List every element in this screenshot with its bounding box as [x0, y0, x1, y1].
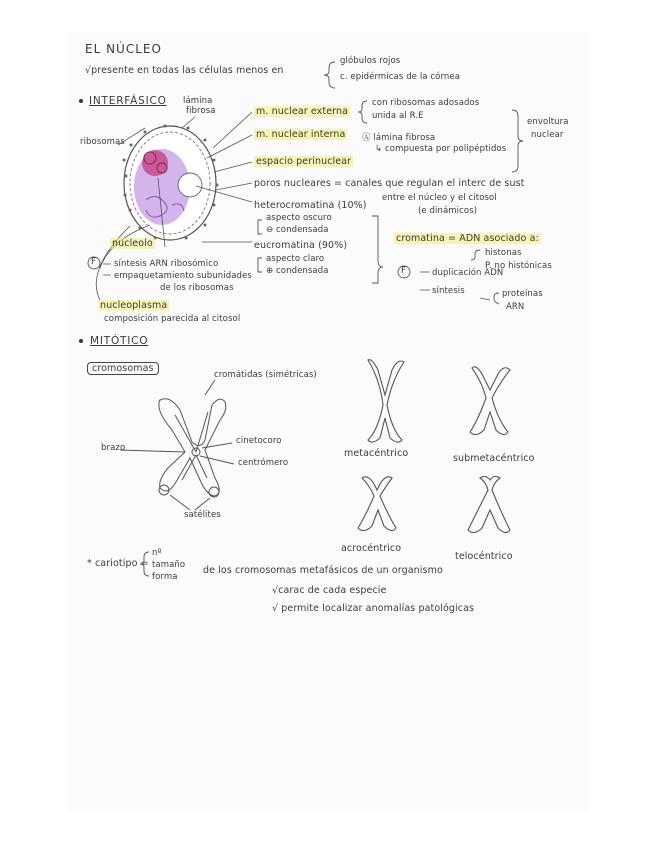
exception-2: c. epidérmicas de la córnea: [340, 72, 461, 82]
poros-line-1: poros nucleares = canales que regulan el interc de sust: [254, 178, 525, 189]
nuc-detail-1: síntesis ARN ribosómico: [114, 259, 219, 269]
perinuclear-label: espacio perinuclear: [256, 156, 352, 167]
cinetocoro-label: cinetocoro: [236, 436, 282, 446]
f-label-cromatina: F: [401, 266, 406, 276]
proteinas-label: proteínas: [502, 289, 543, 299]
intro-brace: [324, 62, 335, 88]
type-acrocentrico: acrocéntrico: [341, 543, 402, 554]
lamina-label-1: lámina: [183, 96, 213, 106]
nucleoplasma-label: nucleoplasma: [100, 300, 168, 311]
externa-label: m. nuclear externa: [256, 106, 349, 117]
externa-detail-2: unida al R.E: [372, 111, 424, 121]
hetero-2: ⊖ condensada: [266, 225, 329, 235]
type-metacentrico: metacéntrico: [344, 448, 409, 459]
lamina-label-2: fibrosa: [186, 106, 216, 116]
hetero-1: aspecto oscuro: [266, 213, 332, 223]
envoltura-brace: [512, 110, 523, 172]
arn-label: ARN: [506, 302, 525, 312]
envoltura-2: nuclear: [531, 130, 564, 140]
brazo-label: brazo: [101, 443, 126, 453]
poros-line-2: entre el núcleo y el citosol: [382, 193, 497, 203]
labeled-chromosome: [120, 380, 234, 510]
cromosomas-box: cromosomas: [87, 363, 159, 374]
externa-detail-1: con ribosomas adosados: [372, 98, 480, 108]
nucleoplasma-desc: composición parecida al citosol: [104, 314, 241, 324]
nuc-detail-2: empaquetamiento subunidades: [114, 271, 252, 281]
type-telocentrico: telocéntrico: [455, 551, 513, 562]
interna-label: m. nuclear interna: [256, 129, 346, 140]
ribosomas-label: ribosomas: [80, 137, 125, 147]
interna-detail-2: ↳ compuesta por polipéptidos: [375, 144, 507, 154]
intro-line: √presente en todas las células menos en: [85, 65, 284, 76]
cariotipo-tail: de los cromosomas metafásicos de un organismo: [203, 565, 443, 576]
no-histonicas-label: P. no histónicas: [485, 261, 552, 271]
satelites-label: satélites: [184, 510, 221, 520]
exception-1: glóbulos rojos: [340, 56, 401, 66]
mitotico-heading: MITÓTICO: [90, 335, 149, 347]
eucro-label: eucromatina (90%): [254, 240, 348, 251]
nucleolo-label: nucleolo: [112, 238, 153, 249]
clear-region: [178, 173, 202, 197]
eucro-2: ⊕ condensada: [266, 266, 329, 276]
cariotipo-check-1: √carac de cada especie: [272, 585, 387, 596]
cariotipo-label: * cariotipo =: [87, 558, 149, 569]
f-dup-label: duplicación ADN: [432, 268, 504, 278]
poros-line-3: (e dinámicos): [418, 206, 478, 216]
envoltura-1: envoltura: [527, 117, 569, 127]
histonas-label: histonas: [485, 248, 522, 258]
cromatidas-label: cromátidas (simétricas): [214, 370, 317, 380]
nuc-detail-3: de los ribosomas: [160, 283, 234, 293]
centromero-label: centrómero: [238, 458, 289, 468]
hetero-label: heterocromatina (10%): [254, 200, 367, 211]
type-submetacentrico: submetacéntrico: [453, 453, 535, 464]
cariotipo-check-2: √ permite localizar anomalías patológicas: [272, 603, 475, 614]
cromatina-brace: [372, 216, 383, 283]
interfasico-heading: INTERFÁSICO: [89, 95, 167, 107]
cromatina-label: cromatina = ADN asociado a:: [396, 233, 539, 244]
cariotipo-item-3: forma: [152, 572, 178, 582]
f-label-nucleolo: F: [91, 257, 96, 267]
f-sint-label: síntesis: [432, 286, 465, 296]
interna-detail-1: Ⓐ lámina fibrosa: [362, 133, 436, 143]
eucro-1: aspecto claro: [266, 254, 325, 264]
externa-brace: [358, 101, 367, 123]
page-title: EL NÚCLEO: [85, 42, 162, 56]
chromosome-types: [358, 360, 510, 533]
cariotipo-item-2: tamaño: [152, 560, 186, 570]
cariotipo-item-1: nº: [152, 548, 162, 558]
